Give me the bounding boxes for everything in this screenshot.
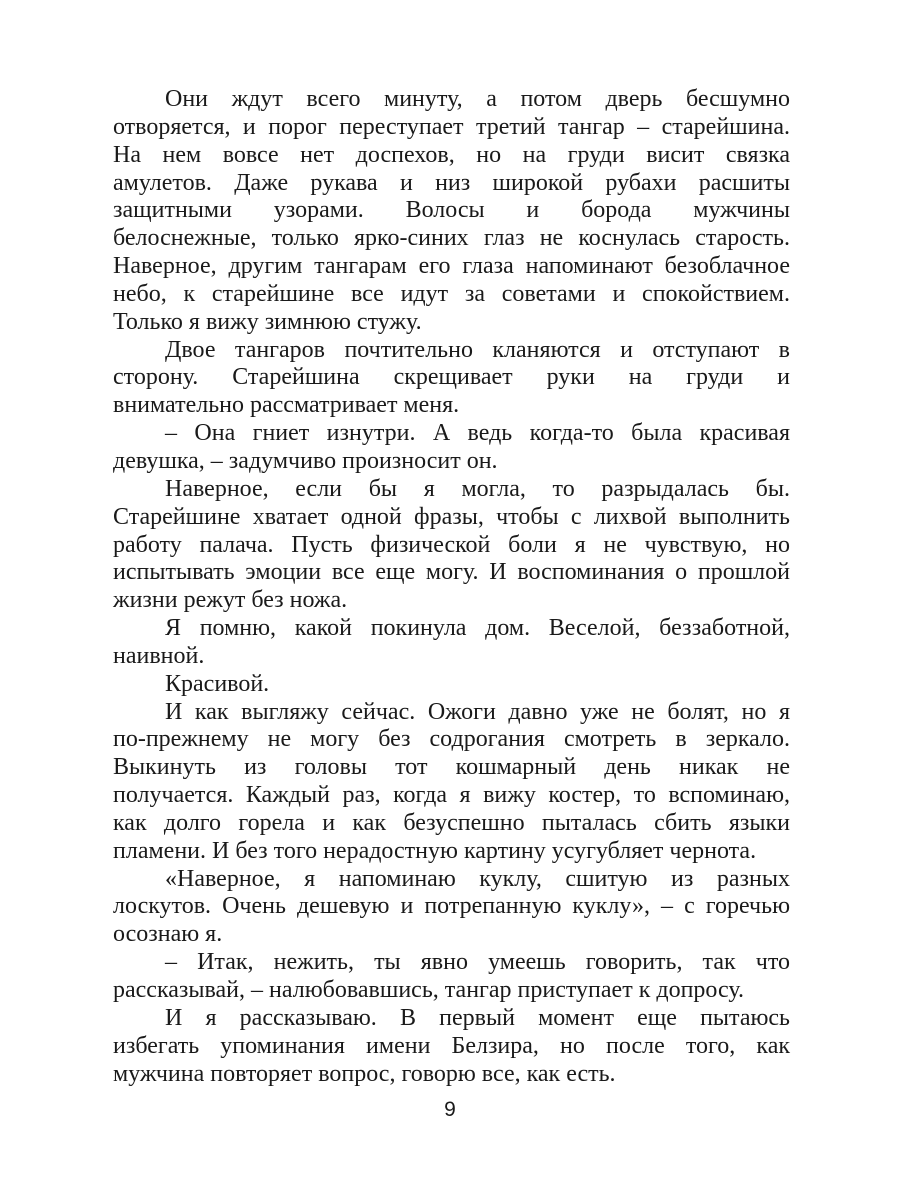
text-line: испытывать эмоции все еще могу. И воспоминания о прошлой	[113, 559, 790, 586]
text-line: Они ждут всего минуту, а потом дверь бесшумно	[165, 86, 790, 112]
text-line: рассказывай, – налюбовавшись, тангар приступает к допросу.	[113, 977, 744, 1003]
text-line: защитными узорами. Волосы и борода мужчины	[113, 197, 790, 224]
text-line: Я помню, какой покинула дом. Веселой, беззаботной,	[165, 615, 790, 642]
paragraph	[113, 476, 790, 615]
text-line: по-прежнему не могу без содрогания смотреть в зеркало.	[113, 726, 790, 753]
text-line: «Наверное, я напоминаю куклу, сшитую из разных	[165, 865, 790, 892]
text-line: сторону. Старейшина скрещивает руки на груди и	[113, 364, 790, 391]
text-line: Старейшине хватает одной фразы, чтобы с лихвой выполнить	[113, 503, 790, 530]
page-body-text	[113, 86, 790, 1088]
text-line: жизни режут без ножа.	[113, 587, 348, 614]
text-line: – Она гниет изнутри. А ведь когда-то была красивая	[165, 420, 790, 447]
paragraph	[113, 615, 790, 671]
paragraph	[113, 420, 790, 476]
text-line: наивной.	[113, 642, 205, 669]
text-line: Красивой.	[165, 670, 270, 697]
text-line: И как выгляжу сейчас. Ожоги давно уже не болят, но я	[165, 698, 790, 725]
paragraph	[113, 671, 790, 699]
text-line: осознаю я.	[113, 921, 223, 948]
text-line: На нем вовсе нет доспехов, но на груди висит связка	[113, 141, 790, 168]
paragraph	[113, 949, 790, 1005]
text-line: получается. Каждый раз, когда я вижу костер, то вспоминаю,	[113, 782, 790, 809]
text-line: Двое тангаров почтительно кланяются и отступают в	[165, 336, 790, 363]
text-line: Наверное, другим тангарам его глаза напоминают безоблачное	[113, 253, 790, 280]
text-line: девушка, – задумчиво произносит он.	[113, 447, 498, 474]
paragraph	[113, 1005, 790, 1089]
page-number: 9	[444, 1098, 456, 1121]
text-line: как долго горела и как безуспешно пыталась сбить языки	[113, 809, 790, 836]
text-line: лоскутов. Очень дешевую и потрепанную куклу», – с горечью	[113, 893, 790, 920]
paragraph	[113, 86, 790, 337]
text-line: небо, к старейшине все идут за советами и спокойствием.	[113, 280, 790, 307]
text-line: пламени. И без того нерадостную картину усугубляет чернота.	[113, 837, 757, 864]
text-line: избегать упоминания имени Белзира, но после того, как	[113, 1032, 790, 1059]
text-line: Только я вижу зимнюю стужу.	[113, 308, 422, 335]
text-line: И я рассказываю. В первый момент еще пытаюсь	[165, 1004, 790, 1031]
text-line: отворяется, и порог переступает третий тангар – старейшина.	[113, 113, 790, 140]
paragraph	[113, 866, 790, 950]
text-line: внимательно рассматривает меня.	[113, 392, 460, 419]
text-line: мужчина повторяет вопрос, говорю все, как есть.	[113, 1060, 616, 1087]
text-line: работу палача. Пусть физической боли я не чувствую, но	[113, 531, 790, 558]
text-line: Наверное, если бы я могла, то разрыдалась бы.	[165, 475, 790, 502]
paragraph	[113, 699, 790, 866]
paragraph	[113, 337, 790, 421]
text-line: амулетов. Даже рукава и низ широкой рубахи расшиты	[113, 169, 790, 196]
text-line: Выкинуть из головы тот кошмарный день никак не	[113, 754, 790, 781]
text-line: – Итак, нежить, ты явно умеешь говорить, так что	[165, 949, 790, 976]
text-line: белоснежные, только ярко-синих глаз не коснулась старость.	[113, 225, 790, 252]
